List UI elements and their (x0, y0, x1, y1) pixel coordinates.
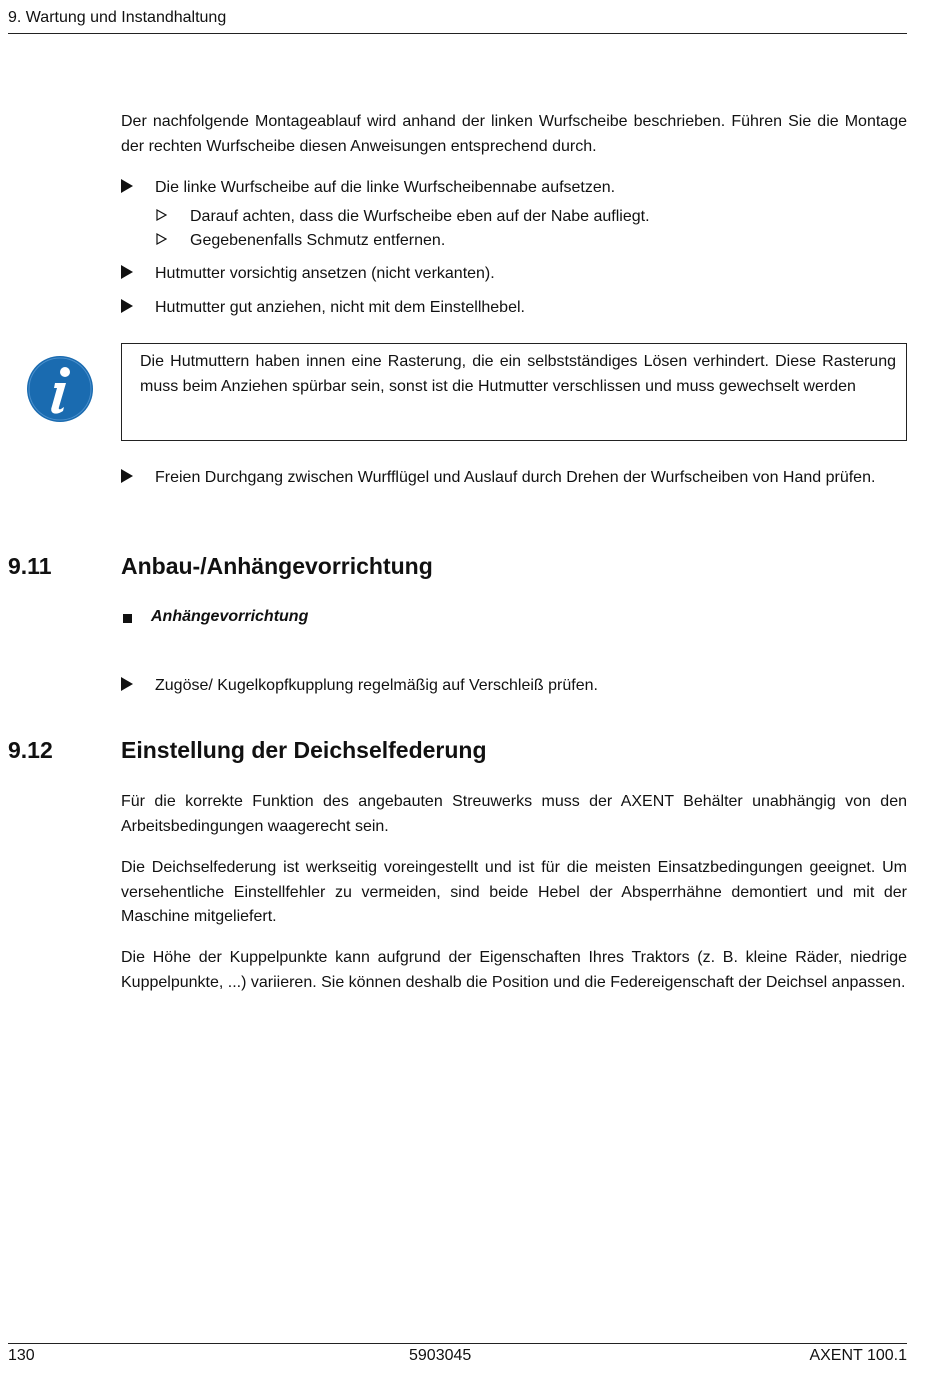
info-note-text: Die Hutmuttern haben innen eine Rasterung, die ein selbstständiges Lösen verhindert. Diese Rasterung muss beim Anziehen spürbar sein, sonst ist die Hutmutter verschlissen und muss gewechselt werden (140, 353, 896, 395)
product-name: AXENT 100.1 (809, 1347, 907, 1364)
substep-text: Gegebenenfalls Schmutz entfernen. (190, 232, 446, 249)
substep-item (156, 205, 907, 230)
section-number: 9.11 (8, 553, 52, 579)
arrow-bullet-icon (121, 466, 137, 491)
intro-text: Der nachfolgende Montageablauf wird anhand der linken Wurfscheibe beschrieben. Führen Sie die Montage der rechten Wurfscheibe diesen Anweisungen entsprechend durch. (121, 113, 907, 155)
step-item (121, 296, 907, 321)
step-text: Hutmutter vorsichtig ansetzen (nicht verkanten). (155, 265, 495, 282)
paragraph-text: Für die korrekte Funktion des angebauten Streuwerks muss der AXENT Behälter unabhängig von den Arbeitsbedingungen waagerecht sein. (121, 793, 907, 835)
section-title: Einstellung der Deichselfederung (121, 737, 487, 763)
section-paragraph (121, 856, 907, 930)
square-bullet-icon (123, 614, 132, 623)
arrow-bullet-icon (121, 176, 137, 201)
page-header (8, 8, 907, 34)
paragraph-text: Die Deichselfederung ist werkseitig voreingestellt und ist für die meisten Einsatzbedingungen geeignet. Um versehentliche Einstellfehler zu vermeiden, sind beide Hebel der Absperrhähne demontiert und mit der Maschine mitgeliefert. (121, 859, 907, 925)
step-text: Zugöse/ Kugelkopfkupplung regelmäßig auf Verschleiß prüfen. (155, 677, 598, 694)
info-note-box (121, 343, 907, 441)
section-number: 9.12 (8, 737, 53, 763)
step-text: Hutmutter gut anziehen, nicht mit dem Einstellhebel. (155, 299, 525, 316)
footer-divider (8, 1343, 907, 1344)
subheading (121, 605, 308, 629)
step-item (121, 176, 907, 201)
document-number: 5903045 (409, 1347, 472, 1364)
section-title: Anbau-/Anhängevorrichtung (121, 553, 433, 579)
intro-paragraph (121, 110, 907, 159)
step-text: Freien Durchgang zwischen Wurfflügel und Auslauf durch Drehen der Wurfscheiben von Hand prüfen. (155, 469, 876, 486)
substep-item (156, 229, 907, 254)
step-item (121, 262, 907, 287)
page-number: 130 (8, 1347, 35, 1364)
arrow-bullet-icon (121, 262, 137, 287)
arrow-bullet-icon (121, 296, 137, 321)
open-arrow-bullet-icon (156, 205, 172, 230)
section-paragraph (121, 946, 907, 995)
step-item (121, 674, 907, 699)
step-item (121, 466, 907, 491)
step-text: Die linke Wurfscheibe auf die linke Wurfscheibennabe aufsetzen. (155, 179, 616, 196)
arrow-bullet-icon (121, 674, 137, 699)
paragraph-text: Die Höhe der Kuppelpunkte kann aufgrund der Eigenschaften Ihres Traktors (z. B. kleine Räder, niedrige Kuppelpunkte, ...) variieren. Sie können deshalb die Position und die Federeigenschaft der Deichsel anpassen. (121, 949, 907, 991)
info-icon (26, 355, 94, 423)
chapter-title: 9. Wartung und Instandhaltung (8, 9, 227, 26)
subheading-text: Anhängevorrichtung (151, 608, 309, 625)
section-paragraph (121, 790, 907, 839)
substep-text: Darauf achten, dass die Wurfscheibe eben auf der Nabe aufliegt. (190, 208, 650, 225)
open-arrow-bullet-icon (156, 229, 172, 254)
